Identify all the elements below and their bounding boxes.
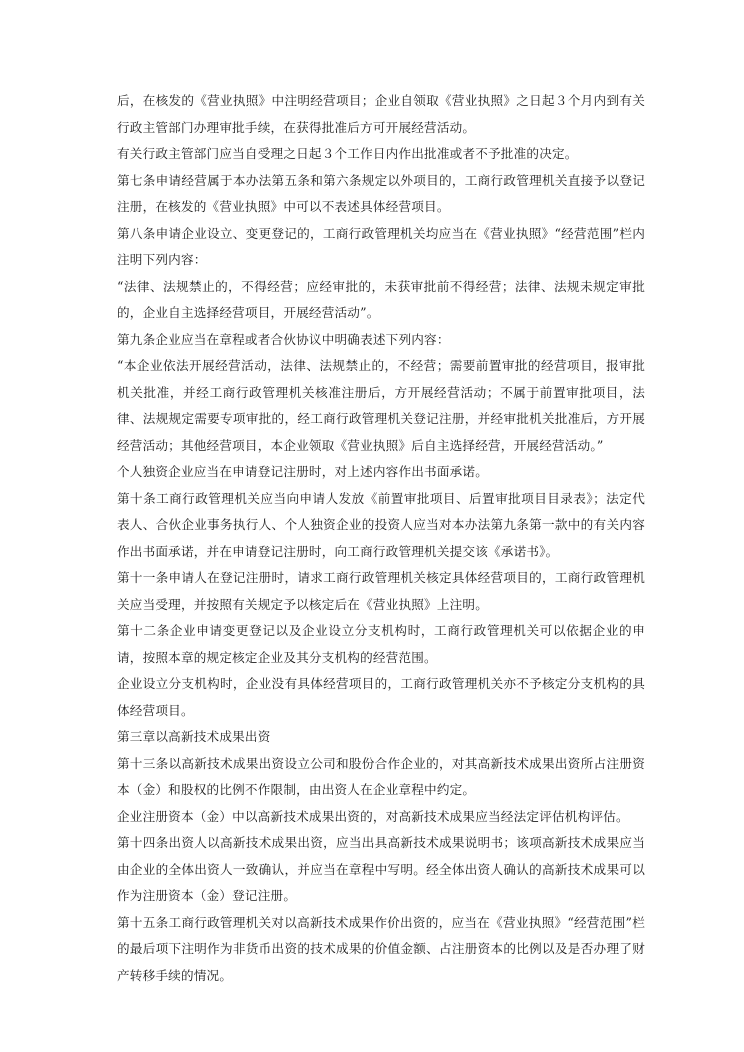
paragraph: 第七条申请经营属于本办法第五条和第六条规定以外项目的，工商行政管理机关直接予以登记注册，在核发的《营业执照》中可以不表述具体经营项目。	[117, 172, 645, 214]
document-body	[117, 88, 645, 989]
paragraph: “本企业依法开展经营活动，法律、法规禁止的，不经营；需要前置审批的经营项目，报审批机关批准，并经工商行政管理机关核准注册后，方开展经营活动；不属于前置审批项目，法律、法规规定需要专项审批的，经工商行政管理机关登记注册，并经审批机关批准后，方开展经营活动；其他经营项目，本企业领取《营业执照》后自主选择经营，开展经营活动。”	[117, 358, 645, 453]
paragraph: 企业注册资本（金）中以高新技术成果出资的，对高新技术成果应当经法定评估机构评估。	[117, 808, 629, 824]
paragraph: 后，在核发的《营业执照》中注明经营项目；企业自领取《营业执照》之日起３个月内到有关行政主管部门办理审批手续，在获得批准后方可开展经营活动。	[117, 93, 645, 135]
paragraph: 第十四条出资人以高新技术成果出资，应当出具高新技术成果说明书；该项高新技术成果应当由企业的全体出资人一致确认，并应当在章程中写明。经全体出资人确认的高新技术成果可以作为注册资本（金）登记注册。	[117, 835, 645, 903]
paragraph: 第十五条工商行政管理机关对以高新技术成果作价出资的，应当在《营业执照》“经营范围”栏的最后项下注明作为非货币出资的技术成果的价值金额、占注册资本的比例以及是否办理了财产转移手续的情况。	[117, 914, 645, 983]
paragraph: 第九条企业应当在章程或者合伙协议中明确表述下列内容：	[117, 331, 450, 347]
chapter-heading: 第三章以高新技术成果出资	[117, 729, 271, 744]
paragraph: 有关行政主管部门应当自受理之日起３个工作日内作出批准或者不予批准的决定。	[117, 146, 578, 161]
paragraph: 第十一条申请人在登记注册时，请求工商行政管理机关核定具体经营项目的，工商行政管理机关应当受理，并按照有关规定予以核定后在《营业执照》上注明。	[117, 570, 645, 612]
paragraph: 第八条申请企业设立、变更登记的，工商行政管理机关均应当在《营业执照》“经营范围”栏内注明下列内容：	[117, 225, 645, 267]
paragraph: 第十条工商行政管理机关应当向申请人发放《前置审批项目、后置审批项目目录表》；法定代表人、合伙企业事务执行人、个人独资企业的投资人应当对本办法第九条第一款中的有关内容作出书面承诺，并在申请登记注册时，向工商行政管理机关提交该《承诺书》。	[117, 490, 645, 559]
paragraph: 第十二条企业申请变更登记以及企业设立分支机构时，工商行政管理机关可以依据企业的申请，按照本章的规定核定企业及其分支机构的经营范围。	[117, 623, 645, 665]
paragraph: 第十三条以高新技术成果出资设立公司和股份合作企业的，对其高新技术成果出资所占注册资本（金）和股权的比例不作限制，由出资人在企业章程中约定。	[117, 755, 645, 797]
paragraph: 个人独资企业应当在申请登记注册时，对上述内容作出书面承诺。	[117, 464, 489, 479]
paragraph: 企业设立分支机构时，企业没有具体经营项目的，工商行政管理机关亦不予核定分支机构的具体经营项目。	[117, 676, 645, 718]
paragraph: “法律、法规禁止的，不得经营；应经审批的，未获审批前不得经营；法律、法规未规定审批的，企业自主选择经营项目，开展经营活动”。	[117, 278, 645, 320]
